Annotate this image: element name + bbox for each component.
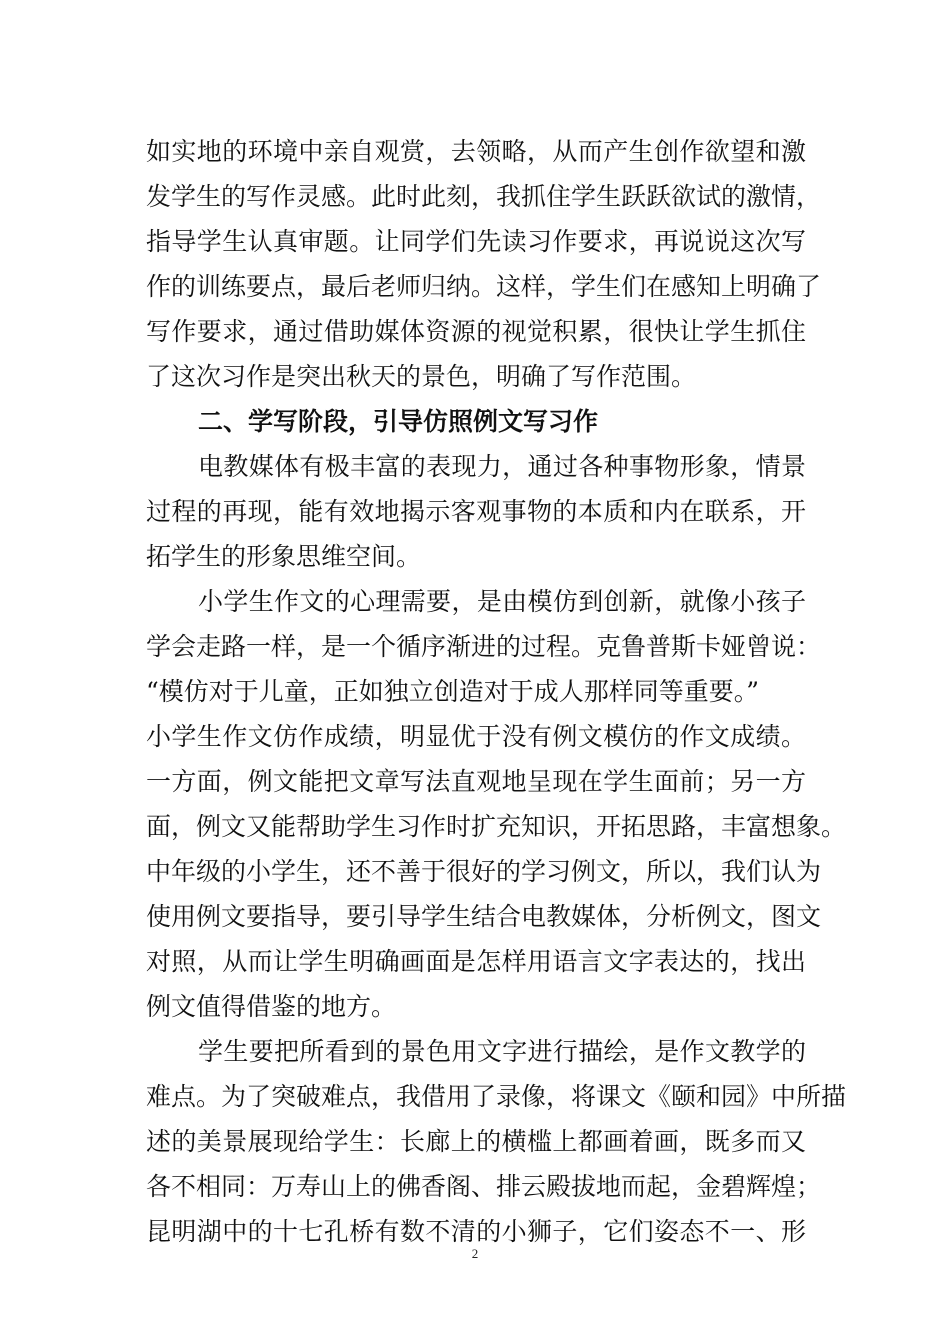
text-line: “模仿对于儿童，正如独立创造对于成人那样同等重要。” [146,677,760,706]
text-line: 一方面，例文能把文章写法直观地呈现在学生面前；另一方 [146,767,806,796]
text-line: 学生要把所看到的景色用文字进行描绘，是作文教学的 [198,1037,806,1066]
page-number: 2 [471,1246,479,1261]
text-line: 述的美景展现给学生：长廊上的横槛上都画着画，既多而又 [146,1127,806,1156]
text-line: 拓学生的形象思维空间。 [146,542,422,571]
text-line: 如实地的环境中亲自观赏，去领略，从而产生创作欲望和激 [146,137,806,166]
text-line: 过程的再现，能有效地揭示客观事物的本质和内在联系，开 [146,497,806,526]
text-line: 电教媒体有极丰富的表现力，通过各种事物形象，情景 [198,452,806,481]
body-text [146,129,847,1254]
text-line: 发学生的写作灵感。此时此刻，我抓住学生跃跃欲试的激情， [146,182,822,211]
text-line: 面，例文又能帮助学生习作时扩充知识，开拓思路，丰富想象。 [146,812,847,841]
text-line: 写作要求，通过借助媒体资源的视觉积累，很快让学生抓住 [146,317,806,346]
text-line: 小学生作文仿作成绩，明显优于没有例文模仿的作文成绩。 [146,722,806,751]
text-line: 使用例文要指导，要引导学生结合电教媒体，分析例文，图文 [146,902,822,931]
text-line: 指导学生认真审题。让同学们先读习作要求，再说说这次写 [146,227,806,256]
text-line: 了这次习作是突出秋天的景色，明确了写作范围。 [146,362,697,391]
text-line: 对照，从而让学生明确画面是怎样用语言文字表达的，找出 [146,947,806,976]
text-line: 作的训练要点，最后老师归纳。这样，学生们在感知上明确了 [146,272,822,301]
text-line: 昆明湖中的十七孔桥有数不清的小狮子，它们姿态不一、形 [146,1217,806,1246]
text-line: 学会走路一样，是一个循序渐进的过程。克鲁普斯卡娅曾说： [146,632,822,661]
text-line: 难点。为了突破难点，我借用了录像，将课文《颐和园》中所描 [146,1082,847,1111]
text-line: 小学生作文的心理需要，是由模仿到创新，就像小孩子 [198,587,806,616]
text-line: 中年级的小学生，还不善于很好的学习例文，所以，我们认为 [146,857,822,886]
text-line: 例文值得借鉴的地方。 [146,992,397,1021]
text-line: 各不相同：万寿山上的佛香阁、排云殿拔地而起，金碧辉煌； [146,1172,822,1201]
section-heading: 二、学写阶段，引导仿照例文写习作 [198,407,599,436]
